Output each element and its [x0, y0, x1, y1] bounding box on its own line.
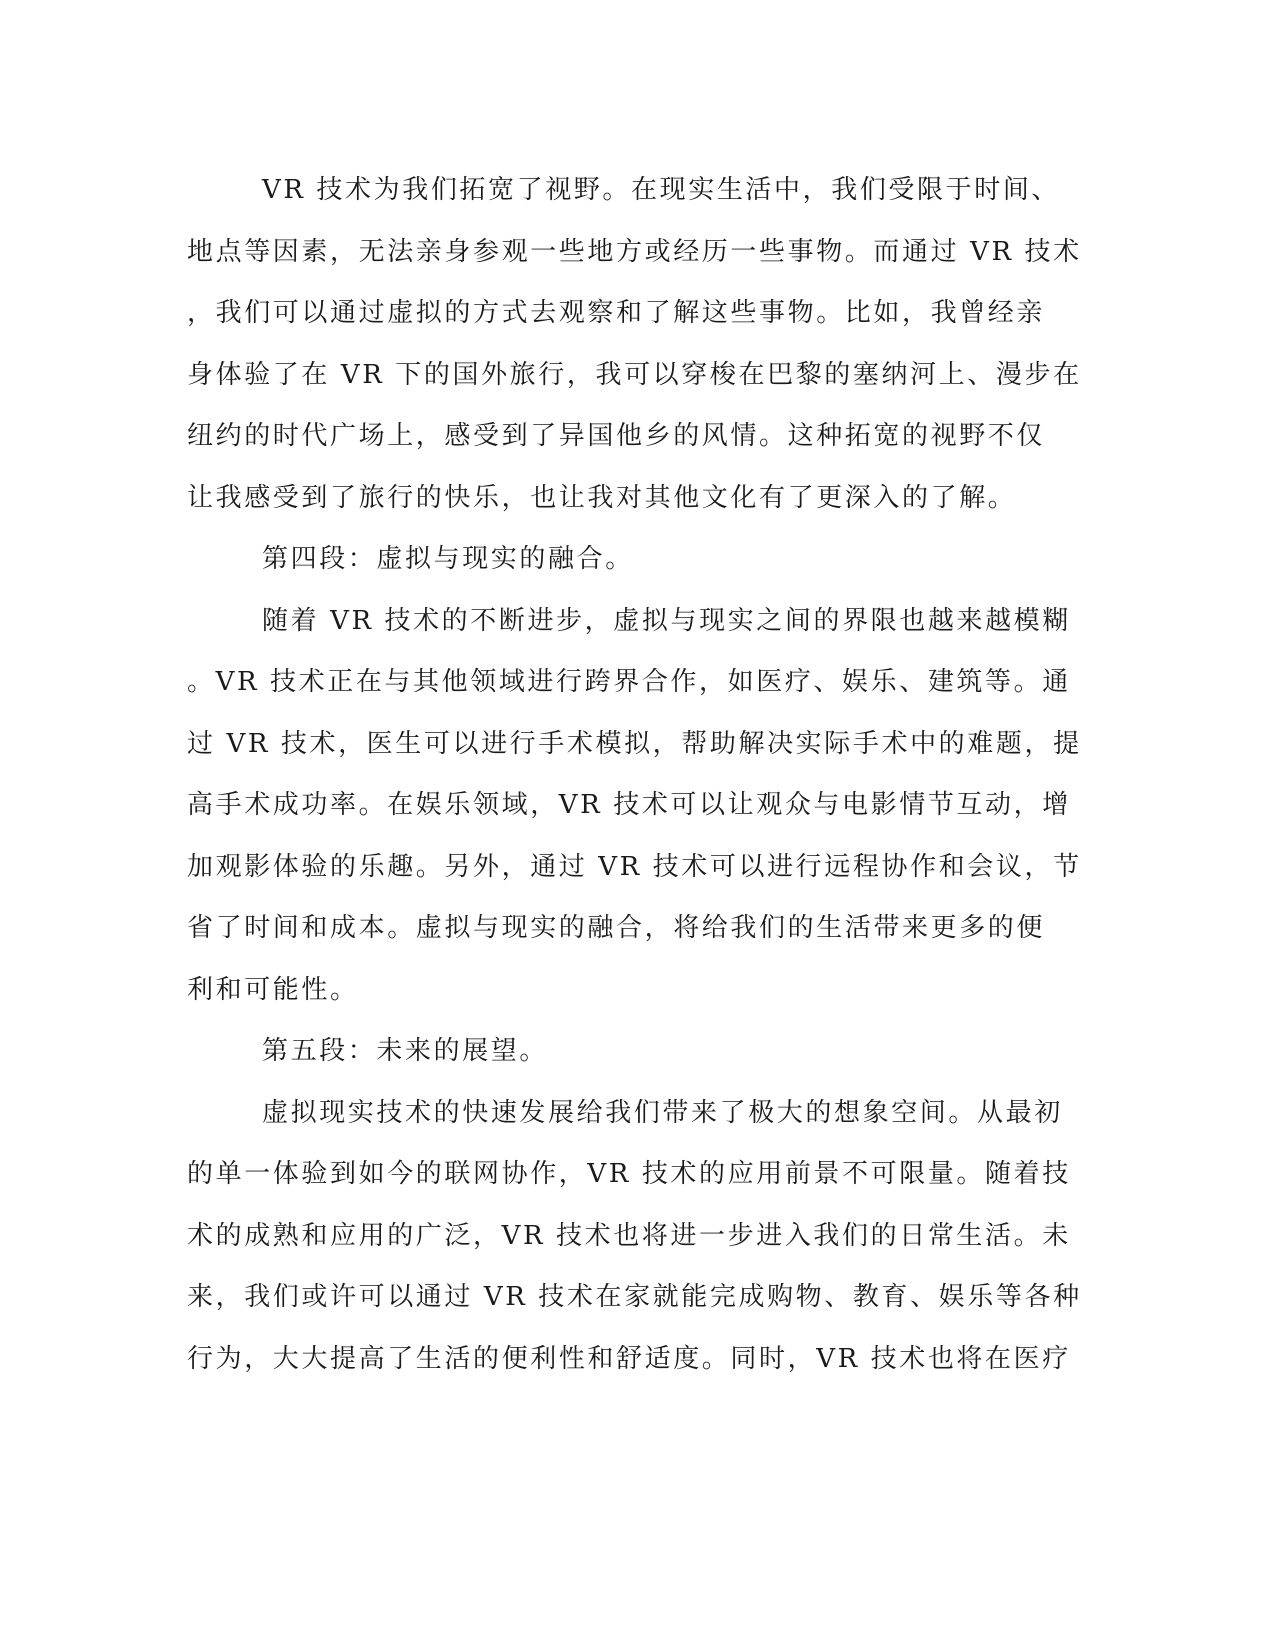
text-line: 纽约的时代广场上，感受到了异国他乡的风情。这种拓宽的视野不仅: [187, 421, 1046, 451]
text-line: 地点等因素，无法亲身参观一些地方或经历一些事物。而通过 VR 技术: [187, 236, 1082, 267]
text-line: 过 VR 技术，医生可以进行手术模拟，帮助解决实际手术中的难题，提: [187, 728, 1082, 759]
text-line: ，我们可以通过虚拟的方式去观察和了解这些事物。比如，我曾经亲: [187, 298, 1046, 328]
text-line: 利和可能性。: [187, 974, 359, 1005]
text-line: 省了时间和成本。虚拟与现实的融合，将给我们的生活带来更多的便: [187, 913, 1046, 943]
text-line: 行为，大大提高了生活的便利性和舒适度。同时，VR 技术也将在医疗: [187, 1343, 1071, 1374]
text-line: VR 技术为我们拓宽了视野。在现实生活中，我们受限于时间、: [262, 175, 1061, 205]
text-line: 身体验了在 VR 下的国外旅行，我可以穿梭在巴黎的塞纳河上、漫步在: [187, 359, 1082, 390]
text-line: 来，我们或许可以通过 VR 技术在家就能完成购物、教育、娱乐等各种: [187, 1282, 1082, 1312]
text-line: 虚拟现实技术的快速发展给我们带来了极大的想象空间。从最初: [262, 1097, 1063, 1128]
text-line: 。VR 技术正在与其他领域进行跨界合作，如医疗、娱乐、建筑等。通: [187, 667, 1071, 697]
text-line: 术的成熟和应用的广泛，VR 技术也将进一步进入我们的日常生活。未: [187, 1220, 1071, 1251]
text-line: 第五段：未来的展望。: [262, 1036, 549, 1066]
text-line: 高手术成功率。在娱乐领域，VR 技术可以让观众与电影情节互动，增: [187, 790, 1071, 820]
text-line: 随着 VR 技术的不断进步，虚拟与现实之间的界限也越来越模糊: [262, 605, 1071, 636]
text-line: 加观影体验的乐趣。另外，通过 VR 技术可以进行远程协作和会议，节: [187, 851, 1082, 882]
text-line: 第四段：虚拟与现实的融合。: [262, 544, 634, 574]
text-line: 的单一体验到如今的联网协作，VR 技术的应用前景不可限量。随着技: [187, 1159, 1071, 1189]
text-line: 让我感受到了旅行的快乐，也让我对其他文化有了更深入的了解。: [187, 482, 1017, 513]
body-text: [187, 160, 1087, 1390]
